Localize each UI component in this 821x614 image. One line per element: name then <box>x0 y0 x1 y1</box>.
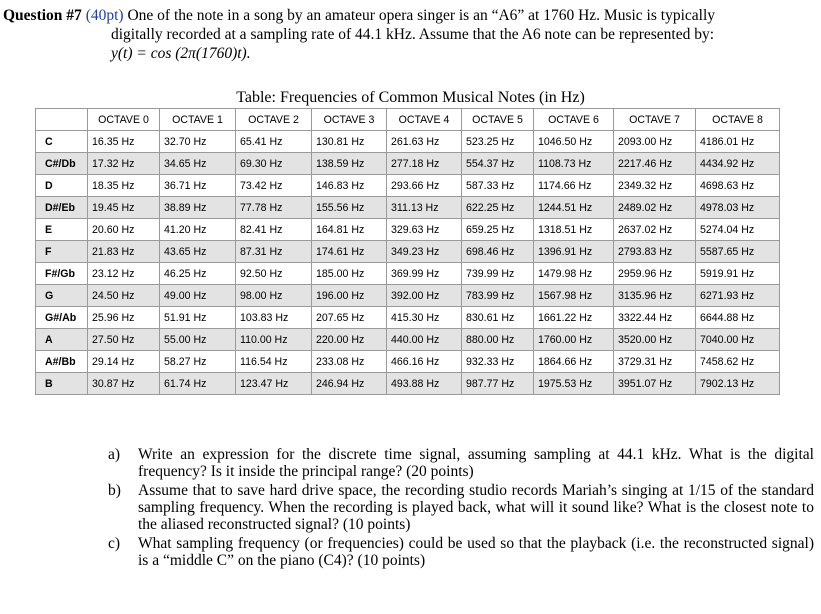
note-name-cell: G <box>36 285 88 307</box>
question-part <box>108 446 814 480</box>
frequency-cell: 783.99 Hz <box>462 285 534 307</box>
part-text: Assume that to save hard drive space, the recording studio records Mariah’s singing at 1/15 of the standard sampling frequency. When the recording is played back, what will it sound like? What is the closest note to the aliased reconstructed signal? (10 points) <box>138 482 814 533</box>
header-cell: OCTAVE 6 <box>534 109 614 131</box>
question-part <box>108 482 814 533</box>
part-text: Write an expression for the discrete time signal, assuming sampling at 44.1 kHz. What is the digital frequency? Is it inside the principal range? (20 points) <box>138 446 814 480</box>
question-equation: y(t) = cos (2π(1760)t). <box>111 45 251 62</box>
frequency-cell: 2637.02 Hz <box>614 219 696 241</box>
part-label: c) <box>108 535 121 552</box>
frequency-cell: 1318.51 Hz <box>534 219 614 241</box>
frequency-cell: 261.63 Hz <box>387 131 462 153</box>
part-text: What sampling frequency (or frequencies) could be used so that the playback (i.e. the reconstructed signal) is a “middle C” on the piano (C4)? (10 points) <box>138 535 814 569</box>
table-header-row <box>36 109 780 131</box>
frequency-cell: 466.16 Hz <box>387 351 462 373</box>
frequency-cell: 2489.02 Hz <box>614 197 696 219</box>
table-row <box>36 351 780 373</box>
frequency-cell: 6644.88 Hz <box>696 307 780 329</box>
frequency-cell: 27.50 Hz <box>88 329 160 351</box>
frequency-cell: 25.96 Hz <box>88 307 160 329</box>
frequency-cell: 987.77 Hz <box>462 373 534 395</box>
note-name-cell: C <box>36 131 88 153</box>
header-cell: OCTAVE 4 <box>387 109 462 131</box>
frequency-cell: 21.83 Hz <box>88 241 160 263</box>
frequency-cell: 440.00 Hz <box>387 329 462 351</box>
frequency-cell: 5274.04 Hz <box>696 219 780 241</box>
frequency-cell: 1864.66 Hz <box>534 351 614 373</box>
frequency-cell: 220.00 Hz <box>312 329 387 351</box>
frequency-cell: 7040.00 Hz <box>696 329 780 351</box>
frequency-cell: 659.25 Hz <box>462 219 534 241</box>
frequency-cell: 493.88 Hz <box>387 373 462 395</box>
frequency-cell: 130.81 Hz <box>312 131 387 153</box>
frequency-cell: 155.56 Hz <box>312 197 387 219</box>
frequency-cell: 4698.63 Hz <box>696 175 780 197</box>
note-name-cell: D <box>36 175 88 197</box>
frequency-cell: 1108.73 Hz <box>534 153 614 175</box>
frequency-cell: 92.50 Hz <box>236 263 312 285</box>
frequency-cell: 1567.98 Hz <box>534 285 614 307</box>
header-cell: OCTAVE 7 <box>614 109 696 131</box>
note-name-cell: G#/Ab <box>36 307 88 329</box>
frequency-cell: 98.00 Hz <box>236 285 312 307</box>
frequency-cell: 2793.83 Hz <box>614 241 696 263</box>
frequency-cell: 932.33 Hz <box>462 351 534 373</box>
question-text-line1: One of the note in a song by an amateur opera singer is an “A6” at 1760 Hz. Music is typically <box>127 7 715 24</box>
question-points: (40pt) <box>85 7 124 24</box>
table-row <box>36 153 780 175</box>
frequency-cell: 3135.96 Hz <box>614 285 696 307</box>
frequency-cell: 5587.65 Hz <box>696 241 780 263</box>
frequency-cell: 2959.96 Hz <box>614 263 696 285</box>
header-cell: OCTAVE 0 <box>88 109 160 131</box>
frequency-cell: 43.65 Hz <box>160 241 236 263</box>
frequency-cell: 103.83 Hz <box>236 307 312 329</box>
note-name-cell: D#/Eb <box>36 197 88 219</box>
frequency-cell: 277.18 Hz <box>387 153 462 175</box>
frequency-cell: 46.25 Hz <box>160 263 236 285</box>
table-row <box>36 263 780 285</box>
frequency-cell: 49.00 Hz <box>160 285 236 307</box>
frequency-cell: 19.45 Hz <box>88 197 160 219</box>
frequency-cell: 329.63 Hz <box>387 219 462 241</box>
frequency-cell: 138.59 Hz <box>312 153 387 175</box>
frequency-cell: 1760.00 Hz <box>534 329 614 351</box>
frequency-cell: 739.99 Hz <box>462 263 534 285</box>
frequency-cell: 16.35 Hz <box>88 131 160 153</box>
frequency-cell: 415.30 Hz <box>387 307 462 329</box>
question-label: Question #7 <box>3 7 82 24</box>
table-row <box>36 241 780 263</box>
frequency-cell: 174.61 Hz <box>312 241 387 263</box>
frequency-cell: 4186.01 Hz <box>696 131 780 153</box>
note-name-cell: B <box>36 373 88 395</box>
frequency-cell: 207.65 Hz <box>312 307 387 329</box>
frequency-cell: 1174.66 Hz <box>534 175 614 197</box>
frequency-cell: 349.23 Hz <box>387 241 462 263</box>
frequency-cell: 830.61 Hz <box>462 307 534 329</box>
frequency-cell: 523.25 Hz <box>462 131 534 153</box>
frequency-cell: 29.14 Hz <box>88 351 160 373</box>
frequency-cell: 61.74 Hz <box>160 373 236 395</box>
frequency-cell: 1975.53 Hz <box>534 373 614 395</box>
table-row <box>36 373 780 395</box>
frequency-cell: 7902.13 Hz <box>696 373 780 395</box>
frequency-cell: 65.41 Hz <box>236 131 312 153</box>
frequency-cell: 18.35 Hz <box>88 175 160 197</box>
frequency-cell: 293.66 Hz <box>387 175 462 197</box>
frequency-cell: 82.41 Hz <box>236 219 312 241</box>
note-name-cell: A#/Bb <box>36 351 88 373</box>
frequency-cell: 4434.92 Hz <box>696 153 780 175</box>
question-text-line2: digitally recorded at a sampling rate of 44.1 kHz. Assume that the A6 note can be represented by: <box>111 26 715 43</box>
frequency-cell: 1244.51 Hz <box>534 197 614 219</box>
frequency-cell: 36.71 Hz <box>160 175 236 197</box>
frequency-cell: 554.37 Hz <box>462 153 534 175</box>
question-header <box>3 6 818 63</box>
frequency-cell: 587.33 Hz <box>462 175 534 197</box>
frequency-cell: 311.13 Hz <box>387 197 462 219</box>
frequency-cell: 3322.44 Hz <box>614 307 696 329</box>
header-cell: OCTAVE 1 <box>160 109 236 131</box>
frequency-cell: 38.89 Hz <box>160 197 236 219</box>
frequency-cell: 3520.00 Hz <box>614 329 696 351</box>
frequency-cell: 6271.93 Hz <box>696 285 780 307</box>
note-name-cell: C#/Db <box>36 153 88 175</box>
frequency-cell: 55.00 Hz <box>160 329 236 351</box>
frequency-cell: 5919.91 Hz <box>696 263 780 285</box>
frequency-cell: 32.70 Hz <box>160 131 236 153</box>
note-name-cell: F <box>36 241 88 263</box>
frequency-cell: 880.00 Hz <box>462 329 534 351</box>
frequency-cell: 41.20 Hz <box>160 219 236 241</box>
frequency-cell: 30.87 Hz <box>88 373 160 395</box>
header-cell: OCTAVE 5 <box>462 109 534 131</box>
frequency-cell: 34.65 Hz <box>160 153 236 175</box>
frequency-cell: 58.27 Hz <box>160 351 236 373</box>
frequency-cell: 73.42 Hz <box>236 175 312 197</box>
question-parts <box>108 446 814 571</box>
frequency-cell: 185.00 Hz <box>312 263 387 285</box>
part-label: b) <box>108 482 121 499</box>
table-row <box>36 197 780 219</box>
frequency-cell: 2349.32 Hz <box>614 175 696 197</box>
frequency-cell: 622.25 Hz <box>462 197 534 219</box>
header-cell: OCTAVE 8 <box>696 109 780 131</box>
frequency-cell: 196.00 Hz <box>312 285 387 307</box>
frequency-cell: 23.12 Hz <box>88 263 160 285</box>
header-cell <box>36 109 88 131</box>
header-cell: OCTAVE 2 <box>236 109 312 131</box>
frequency-cell: 392.00 Hz <box>387 285 462 307</box>
table-caption: Table: Frequencies of Common Musical Notes (in Hz) <box>236 89 585 106</box>
frequency-cell: 123.47 Hz <box>236 373 312 395</box>
frequency-cell: 17.32 Hz <box>88 153 160 175</box>
frequency-cell: 2217.46 Hz <box>614 153 696 175</box>
frequency-cell: 116.54 Hz <box>236 351 312 373</box>
frequency-cell: 1661.22 Hz <box>534 307 614 329</box>
frequency-cell: 51.91 Hz <box>160 307 236 329</box>
table-row <box>36 307 780 329</box>
table-row <box>36 131 780 153</box>
frequency-cell: 698.46 Hz <box>462 241 534 263</box>
frequency-cell: 77.78 Hz <box>236 197 312 219</box>
frequency-cell: 1479.98 Hz <box>534 263 614 285</box>
header-cell: OCTAVE 3 <box>312 109 387 131</box>
frequency-cell: 233.08 Hz <box>312 351 387 373</box>
frequency-table <box>35 108 780 395</box>
note-name-cell: F#/Gb <box>36 263 88 285</box>
note-name-cell: A <box>36 329 88 351</box>
frequency-cell: 3729.31 Hz <box>614 351 696 373</box>
frequency-cell: 369.99 Hz <box>387 263 462 285</box>
frequency-cell: 110.00 Hz <box>236 329 312 351</box>
frequency-cell: 1046.50 Hz <box>534 131 614 153</box>
frequency-cell: 246.94 Hz <box>312 373 387 395</box>
frequency-cell: 87.31 Hz <box>236 241 312 263</box>
table-row <box>36 285 780 307</box>
frequency-cell: 69.30 Hz <box>236 153 312 175</box>
note-name-cell: E <box>36 219 88 241</box>
question-part <box>108 535 814 569</box>
frequency-cell: 7458.62 Hz <box>696 351 780 373</box>
table-body <box>36 131 780 395</box>
frequency-cell: 4978.03 Hz <box>696 197 780 219</box>
frequency-cell: 20.60 Hz <box>88 219 160 241</box>
part-label: a) <box>108 446 121 463</box>
frequency-cell: 164.81 Hz <box>312 219 387 241</box>
frequency-cell: 2093.00 Hz <box>614 131 696 153</box>
frequency-cell: 3951.07 Hz <box>614 373 696 395</box>
frequency-cell: 24.50 Hz <box>88 285 160 307</box>
frequency-cell: 146.83 Hz <box>312 175 387 197</box>
table-row <box>36 175 780 197</box>
frequency-cell: 1396.91 Hz <box>534 241 614 263</box>
table-row <box>36 219 780 241</box>
table-row <box>36 329 780 351</box>
